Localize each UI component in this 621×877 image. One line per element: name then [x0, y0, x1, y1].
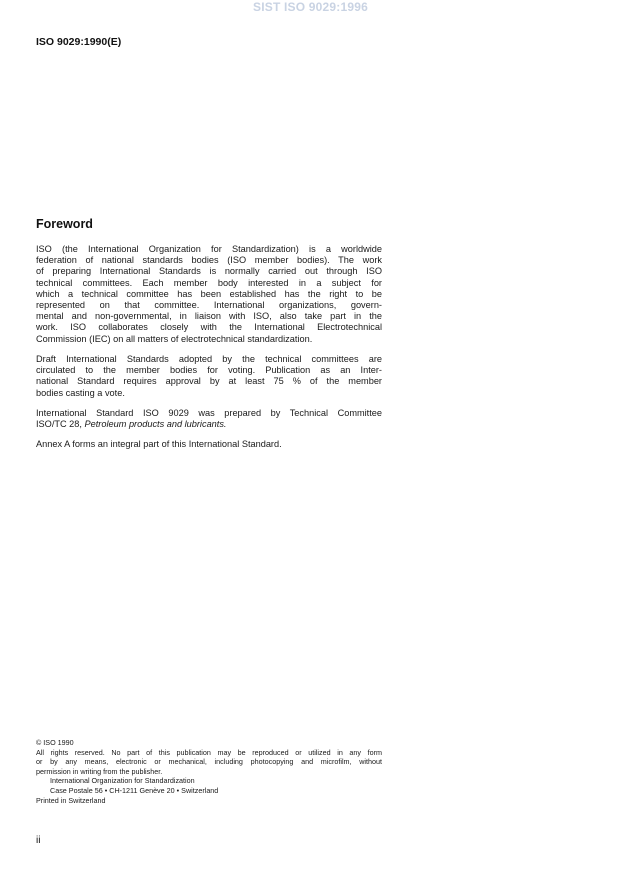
copyright-block	[36, 738, 382, 805]
paragraph-line: work. ISO collaborates closely with the International Electrotechnical	[36, 322, 382, 333]
foreword-paragraph-1	[36, 244, 382, 345]
committee-title: Petroleum products and lubricants.	[84, 419, 227, 430]
watermark: SIST ISO 9029:1996	[253, 0, 368, 14]
paragraph-line: of preparing International Standards is normally carried out through ISO	[36, 266, 382, 277]
paragraph-line: circulated to the member bodies for voting. Publication as an Inter-	[36, 365, 382, 376]
printed-in: Printed in Switzerland	[36, 795, 106, 805]
page-number: ii	[36, 835, 41, 846]
paragraph-line: which a technical committee has been established has the right to be	[36, 288, 382, 299]
paragraph-line: represented on that committee. International organizations, govern-	[36, 300, 382, 311]
document-id: ISO 9029:1990(E)	[36, 36, 122, 48]
paragraph-line: Draft International Standards adopted by the technical committees are	[36, 354, 382, 364]
copyright-line: All rights reserved. No part of this publication may be reproduced or utilized in any form	[36, 747, 382, 757]
paragraph-line: Annex A forms an integral part of this International Standard.	[36, 439, 282, 449]
paragraph-line: national Standard requires approval by at least 75 % of the member	[36, 376, 382, 387]
publisher-address: Case Postale 56 • CH-1211 Genève 20 • Switzerland	[50, 785, 219, 795]
paragraph-line	[36, 419, 382, 430]
committee-ref: ISO/TC 28,	[36, 419, 85, 430]
copyright-notice: © ISO 1990	[36, 738, 74, 747]
copyright-line: permission in writing from the publisher.	[36, 766, 163, 776]
paragraph-line: technical committees. Each member body interested in a subject for	[36, 277, 382, 288]
publisher-name: International Organization for Standardization	[50, 776, 195, 786]
paragraph-line: federation of national standards bodies (ISO member bodies). The work	[36, 255, 382, 266]
copyright-line: or by any means, electronic or mechanical, including photocopying and microfilm, without	[36, 757, 382, 767]
paragraph-line: mental and non-governmental, in liaison with ISO, also take part in the	[36, 311, 382, 322]
foreword-paragraph-4	[36, 439, 382, 450]
foreword-paragraph-3	[36, 408, 382, 430]
paragraph-line: Commission (IEC) on all matters of electrotechnical standardization.	[36, 333, 313, 344]
paragraph-line: ISO (the International Organization for Standardization) is a worldwide	[36, 244, 382, 254]
paragraph-line: bodies casting a vote.	[36, 387, 125, 398]
foreword-title: Foreword	[36, 217, 93, 231]
paragraph-line: International Standard ISO 9029 was prepared by Technical Committee	[36, 408, 382, 418]
foreword-paragraph-2	[36, 354, 382, 399]
